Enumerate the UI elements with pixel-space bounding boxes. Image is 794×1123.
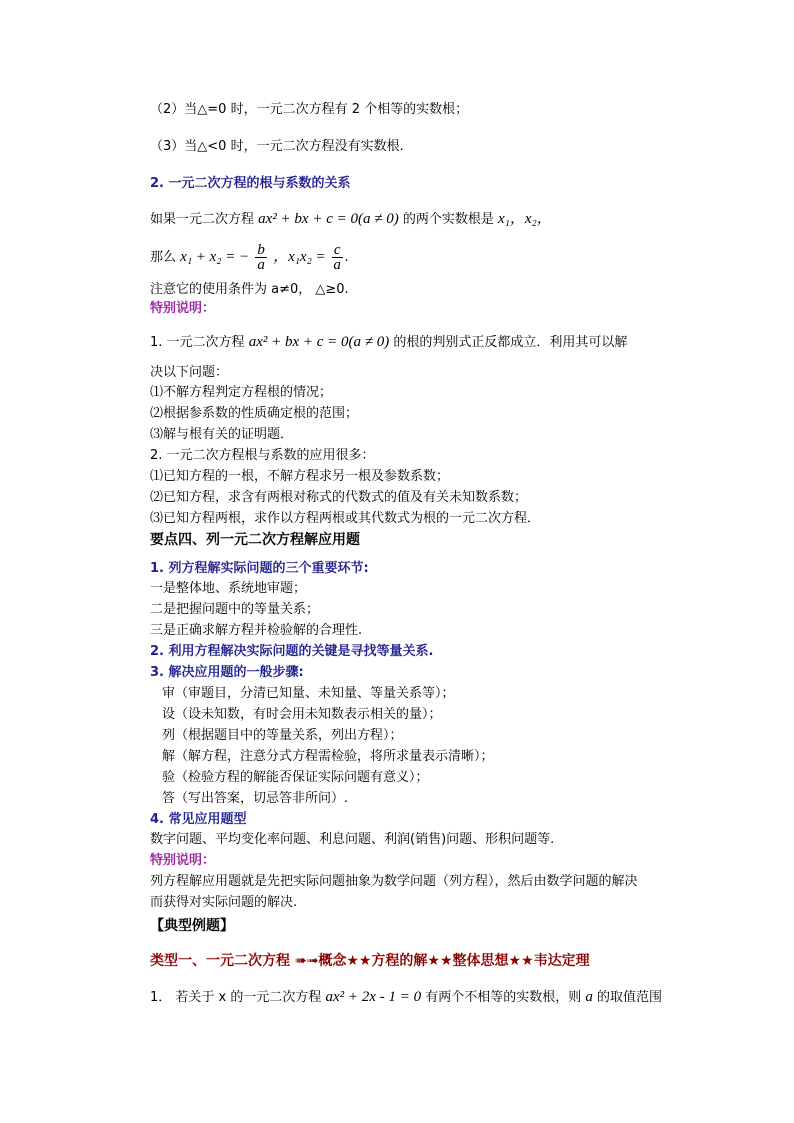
step-heading-1: 1. 列方程解实际问题的三个重要环节: xyxy=(150,561,369,576)
solve-step-verify: 验（检验方程的解能否保证实际问题有意义）； xyxy=(162,770,429,785)
fraction-denominator-a2: a xyxy=(333,257,341,273)
note-1-prefix: 1. 一元二次方程 xyxy=(150,335,245,350)
discriminant-zero-line: （2）当△=0 时，一元二次方程有 2 个相等的实数根； xyxy=(150,102,469,117)
example-1-variable-a: a xyxy=(585,989,593,1005)
solve-step-solve: 解（解方程，注意分式方程需检验，将所求量表示清晰）； xyxy=(162,749,494,764)
solve-step-review: 审（审题目，分清已知量、未知量、等量关系等）； xyxy=(162,686,455,701)
section-heading-vieta: 2. 一元二次方程的根与系数的关系 xyxy=(150,176,351,191)
special-note-label-1: 特别说明： xyxy=(150,301,216,316)
sum-of-roots: x₁ + x₂ = − xyxy=(180,249,250,265)
example-1-prefix: 1． 若关于 x 的一元二次方程 xyxy=(150,990,322,1005)
product-of-roots: ，x₁x₂ = xyxy=(273,249,326,265)
note-2-line: 2. 一元二次方程根与系数的应用很多： xyxy=(150,448,375,463)
application-item-2: ⑵已知方程，求含有两根对称式的代数式的值及有关未知数系数； xyxy=(150,490,528,505)
vieta-premise-prefix: 如果一元二次方程 xyxy=(150,212,255,227)
application-item-1: ⑴已知方程的一根，不解方程求另一根及参数系数； xyxy=(150,469,450,484)
link-item-a: 一是整体地、系统地审题； xyxy=(150,581,307,596)
vieta-then-prefix: 那么 xyxy=(150,250,177,265)
note-1-suffix: 的根的判别式正反都成立．利用其可以解 xyxy=(393,335,628,350)
vieta-premise-line xyxy=(150,210,552,229)
usage-condition: 注意它的使用条件为 a≠0， △≥0. xyxy=(150,282,349,297)
step-heading-3: 3. 解决应用题的一般步骤: xyxy=(150,665,304,680)
application-item-3: ⑶已知方程两根，求作以方程两根或其代数式为根的一元二次方程． xyxy=(150,511,541,526)
note-1-equation: ax² + bx + c = 0(a ≠ 0) xyxy=(248,334,390,350)
discriminant-negative-line: （3）当△<0 时，一元二次方程没有实数根. xyxy=(150,139,404,154)
problem-item-2: ⑵根据参系数的性质确定根的范围； xyxy=(150,406,359,421)
example-1-line xyxy=(150,988,662,1007)
solve-step-list: 列（根据题目中的等量关系，列出方程）； xyxy=(162,728,403,743)
problem-item-3: ⑶解与根有关的证明题． xyxy=(150,427,294,442)
problem-item-1: ⑴不解方程判定方程根的情况； xyxy=(150,385,333,400)
link-item-b: 二是把握问题中的等量关系； xyxy=(150,602,320,617)
fraction-denominator-a: a xyxy=(257,257,265,273)
link-item-c: 三是正确求解方程并检验解的合理性. xyxy=(150,623,363,638)
solve-step-set: 设（设未知数，有时会用未知数表示相关的量）； xyxy=(162,707,442,722)
special-note-label-2: 特别说明： xyxy=(150,853,216,868)
key-point-4-heading: 要点四、列一元二次方程解应用题 xyxy=(150,532,360,548)
vieta-premise-mid: 的两个实数根是 xyxy=(402,212,494,227)
note-1-continuation: 决以下问题： xyxy=(150,365,229,380)
fraction-c-over-a xyxy=(332,243,343,272)
roots-x1-x2: x₁，x₂， xyxy=(498,211,552,227)
problem-types: 数字问题、平均变化率问题、利息问题、利润(销售)问题、形积问题等. xyxy=(150,832,555,847)
typical-examples-heading: 【典型例题】 xyxy=(150,918,234,934)
example-1-equation: ax² + 2x - 1 = 0 xyxy=(325,989,422,1005)
step-heading-2: 2. 利用方程解决实际问题的关键是寻找等量关系. xyxy=(150,644,434,659)
special-note-2-line-b: 而获得对实际问题的解决. xyxy=(150,895,298,910)
fraction-numerator-b: b xyxy=(257,242,265,258)
special-note-2-line-a: 列方程解应用题就是先把实际问题抽象为数学问题（列方程），然后由数学问题的解决 xyxy=(150,874,638,889)
fraction-b-over-a xyxy=(255,243,267,272)
vieta-formula-line: 那么 x₁ + x₂ = − $\frac{b}{a}$ ，x₁x₂ = $\frac{c}{a}$ . xyxy=(150,242,349,273)
note-1-line xyxy=(150,333,627,352)
example-1-suffix: 的取值范围 xyxy=(597,990,663,1005)
quadratic-equation: ax² + bx + c = 0(a ≠ 0) xyxy=(258,211,399,227)
example-1-mid: 有两个不相等的实数根，则 xyxy=(425,990,582,1005)
step-heading-4: 4. 常见应用题型 xyxy=(150,812,247,827)
type-1-heading: 类型一、一元二次方程 ➠➟概念★★方程的解★★整体思想★★韦达定理 xyxy=(150,953,590,969)
fraction-numerator-c: c xyxy=(333,242,341,258)
solve-step-answer: 答（写出答案，切忌答非所问）. xyxy=(162,791,349,806)
